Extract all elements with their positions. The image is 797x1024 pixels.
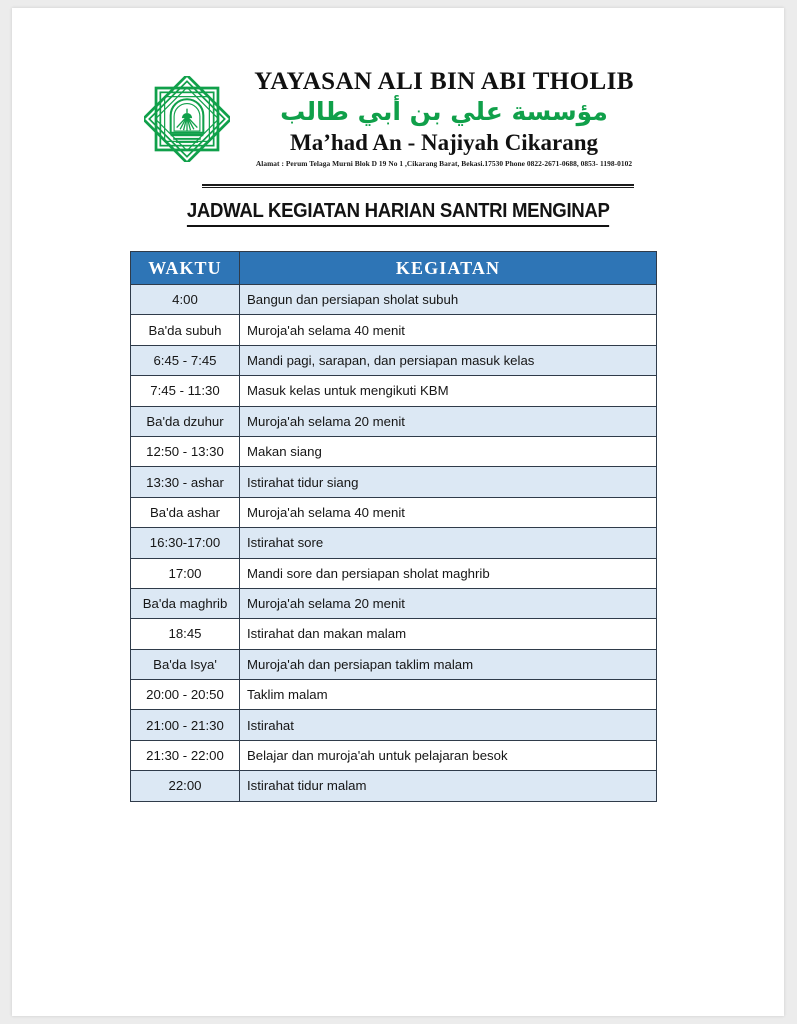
cell-waktu: Ba'da dzuhur	[131, 406, 240, 436]
cell-kegiatan: Makan siang	[240, 436, 657, 466]
table-row	[131, 376, 657, 406]
table-row	[131, 436, 657, 466]
cell-kegiatan: Muroja'ah selama 20 menit	[240, 406, 657, 436]
cell-kegiatan: Muroja'ah selama 40 menit	[240, 315, 657, 345]
column-header-kegiatan: KEGIATAN	[240, 252, 657, 285]
table-row	[131, 406, 657, 436]
document-page	[12, 8, 784, 1016]
organization-name-arabic: مؤسسة علي بن أبي طالب	[280, 97, 608, 126]
cell-kegiatan: Mandi sore dan persiapan sholat maghrib	[240, 558, 657, 588]
column-header-waktu: WAKTU	[131, 252, 240, 285]
divider-thick-line	[202, 184, 634, 186]
cell-kegiatan: Masuk kelas untuk mengikuti KBM	[240, 376, 657, 406]
cell-kegiatan: Istirahat	[240, 710, 657, 740]
table-row	[131, 315, 657, 345]
cell-kegiatan: Istirahat dan makan malam	[240, 619, 657, 649]
table-row	[131, 588, 657, 618]
table-row	[131, 619, 657, 649]
table-row	[131, 467, 657, 497]
divider-thin-line	[202, 187, 634, 188]
table-row	[131, 649, 657, 679]
cell-kegiatan: Muroja'ah selama 40 menit	[240, 497, 657, 527]
cell-waktu: 17:00	[131, 558, 240, 588]
organization-identity	[234, 68, 654, 168]
cell-kegiatan: Taklim malam	[240, 680, 657, 710]
table-row	[131, 710, 657, 740]
table-header-row	[131, 252, 657, 285]
mosque-star-emblem-icon	[144, 76, 230, 162]
cell-kegiatan: Istirahat sore	[240, 528, 657, 558]
table-row	[131, 345, 657, 375]
cell-kegiatan: Istirahat tidur malam	[240, 771, 657, 801]
table-body	[131, 285, 657, 802]
cell-waktu: 4:00	[131, 285, 240, 315]
cell-waktu: 16:30-17:00	[131, 528, 240, 558]
cell-kegiatan: Belajar dan muroja'ah untuk pelajaran besok	[240, 740, 657, 770]
cell-waktu: 7:45 - 11:30	[131, 376, 240, 406]
table-row	[131, 558, 657, 588]
table-row	[131, 528, 657, 558]
cell-waktu: 21:30 - 22:00	[131, 740, 240, 770]
cell-waktu: 20:00 - 20:50	[131, 680, 240, 710]
letterhead-divider	[202, 184, 634, 188]
daily-schedule-table	[130, 251, 657, 802]
cell-waktu: 12:50 - 13:30	[131, 436, 240, 466]
cell-kegiatan: Istirahat tidur siang	[240, 467, 657, 497]
page-title-text: JADWAL KEGIATAN HARIAN SANTRI MENGINAP	[187, 200, 610, 227]
cell-waktu: 18:45	[131, 619, 240, 649]
cell-kegiatan: Muroja'ah dan persiapan taklim malam	[240, 649, 657, 679]
organization-name-latin: YAYASAN ALI BIN ABI THOLIB	[254, 68, 634, 95]
cell-waktu: Ba'da maghrib	[131, 588, 240, 618]
cell-kegiatan: Bangun dan persiapan sholat subuh	[240, 285, 657, 315]
table-row	[131, 771, 657, 801]
table-row	[131, 497, 657, 527]
cell-kegiatan: Muroja'ah selama 20 menit	[240, 588, 657, 618]
cell-waktu: 6:45 - 7:45	[131, 345, 240, 375]
cell-waktu: 21:00 - 21:30	[131, 710, 240, 740]
cell-waktu: 13:30 - ashar	[131, 467, 240, 497]
cell-waktu: Ba'da Isya'	[131, 649, 240, 679]
table-header	[131, 252, 657, 285]
page-title	[12, 200, 784, 227]
cell-kegiatan: Mandi pagi, sarapan, dan persiapan masuk kelas	[240, 345, 657, 375]
table-row	[131, 285, 657, 315]
organization-address: Alamat : Perum Telaga Murni Blok D 19 No 1 ,Cikarang Barat, Bekasi.17530 Phone 0822-2671-0688, 0853- 1198-0102	[255, 158, 633, 168]
cell-waktu: Ba'da ashar	[131, 497, 240, 527]
cell-waktu: 22:00	[131, 771, 240, 801]
table-row	[131, 740, 657, 770]
organization-branch: Ma’had An - Najiyah Cikarang	[290, 129, 598, 155]
letterhead	[12, 68, 784, 193]
cell-waktu: Ba'da subuh	[131, 315, 240, 345]
table-row	[131, 680, 657, 710]
